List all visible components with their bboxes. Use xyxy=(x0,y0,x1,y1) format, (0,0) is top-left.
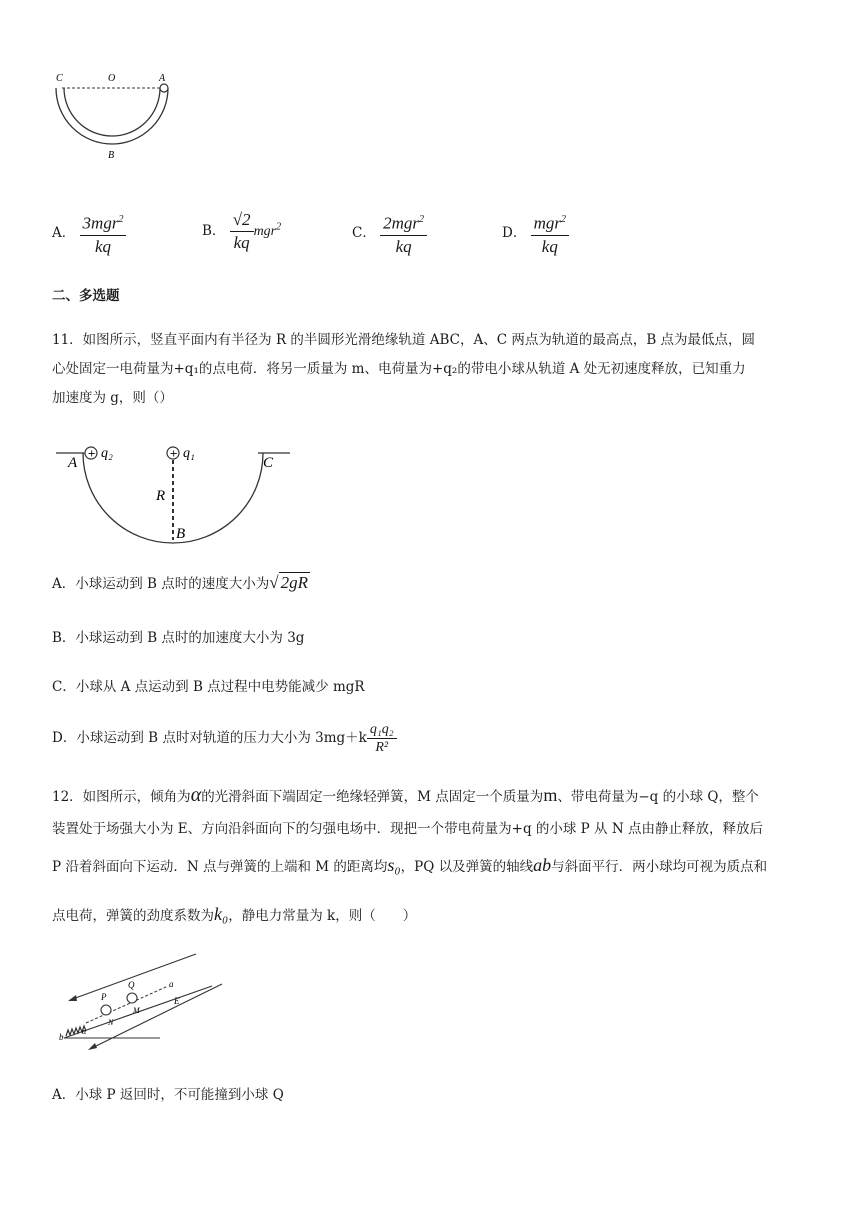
q11-line-3: 加速度为 g，则（） xyxy=(52,390,173,406)
fig12-label-p: P xyxy=(101,992,107,1002)
fig10-label-b: B xyxy=(108,150,115,161)
fig11-label-c: C xyxy=(263,455,274,471)
q12-line-3: P 沿着斜面向下运动．N 点与弹簧的上端和 M 的距离均s₀，PQ 以及弹簧的轴线ab与斜面平行．两小球均可视为质点和 xyxy=(52,855,768,875)
semicircle-track-figure xyxy=(50,68,180,164)
semicircle-charge-figure xyxy=(50,440,300,550)
q11-line-1: 11．如图所示，竖直平面内有半径为 R 的半圆形光滑绝缘轨道 ABC，A、C 两点为轨道的最高点，B 点为最低点，圆 xyxy=(52,332,756,348)
fig11-label-a: A xyxy=(68,455,78,471)
fig10-label-a: A xyxy=(159,73,166,84)
q10-option-a: A． $\frac{3mgr^2}{kq}$ xyxy=(52,209,126,258)
fig12-label-b: b xyxy=(59,1032,64,1042)
svg-text:+: + xyxy=(87,448,96,460)
fig12-label-alpha: α xyxy=(82,1027,87,1036)
fig12-label-n: N xyxy=(108,1018,114,1027)
incline-spring-figure xyxy=(56,950,226,1050)
fig12-label-q: Q xyxy=(128,980,135,990)
q12-option-a: A．小球 P 返回时，不可能撞到小球 Q xyxy=(52,1087,284,1103)
q11-option-d: D．小球运动到 B 点时对轨道的压力大小为 3mg＋k $\frac{\text{q₁q₂}}{\text{R²}}$ xyxy=(52,721,397,756)
fig12-label-a: a xyxy=(169,979,174,989)
fig12-label-e: E xyxy=(174,996,180,1006)
q12-line-2: 装置处于场强大小为 E、方向沿斜面向下的匀强电场中．现把一个带电荷量为+q 的小球 P 从 N 点由静止释放，释放后 xyxy=(52,821,763,837)
q11-option-a: A．小球运动到 B 点时的速度大小为√ 2gR xyxy=(52,573,308,592)
q12-line-1: 12．如图所示，倾角为α的光滑斜面下端固定一绝缘轻弹簧，M 点固定一个质量为m、带电荷量为−q 的小球 Q，整个 xyxy=(52,784,759,806)
section-title: 二、多选题 xyxy=(52,288,120,304)
fig11-label-q1: q₁ xyxy=(183,446,195,461)
svg-text:+: + xyxy=(169,448,178,460)
fig11-label-b: B xyxy=(176,526,186,542)
fig10-label-c: C xyxy=(56,73,63,84)
fig11-label-q2: q₂ xyxy=(101,446,113,461)
fig12-label-m: M xyxy=(133,1006,140,1015)
q10-option-b: B． $\frac{√2}{kq}$ mgr$^2$ xyxy=(202,210,282,252)
q11-line-2: 心处固定一电荷量为+q₁的点电荷．将另一质量为 m、电荷量为+q₂的带电小球从轨道 A 处无初速度释放，已知重力 xyxy=(52,361,746,377)
q10-option-d: D． $\frac{mgr^2}{kq}$ xyxy=(502,209,569,258)
q11-option-b: B．小球运动到 B 点时的加速度大小为 3g xyxy=(52,630,305,646)
q11-option-c: C．小球从 A 点运动到 B 点过程中电势能减少 mgR xyxy=(52,679,365,695)
q12-line-4: 点电荷，弹簧的劲度系数为k₀，静电力常量为 k，则（ ） xyxy=(52,904,417,924)
fig11-label-r: R xyxy=(156,488,166,504)
fig10-label-o: O xyxy=(108,73,116,84)
q10-option-c: C． $\frac{2mgr^2}{kq}$ xyxy=(352,209,427,258)
